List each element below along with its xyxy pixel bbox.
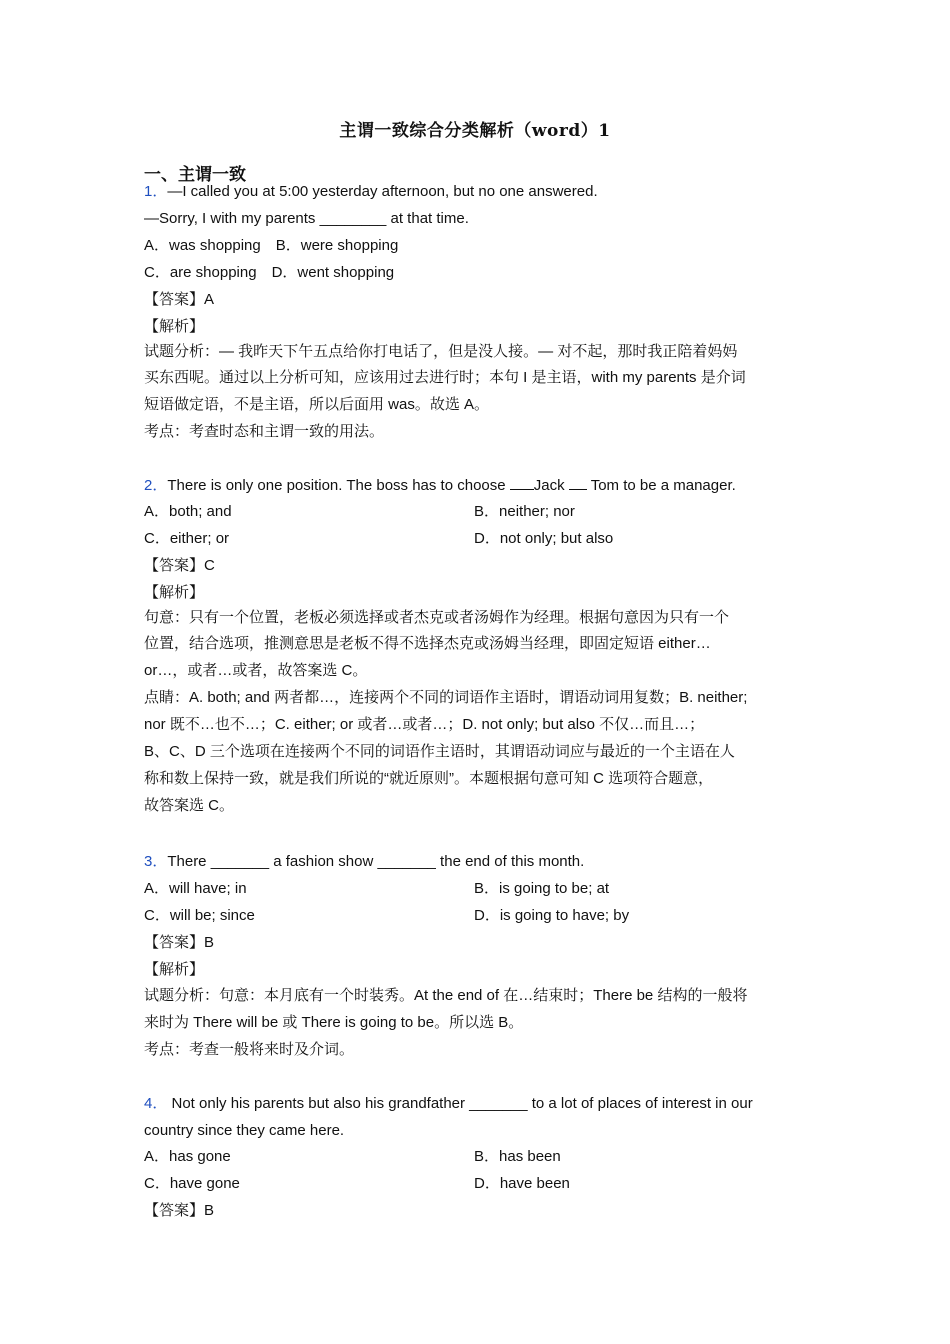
- analysis-text: 试题分析：句意：本月底有一个时装秀。At the end of 在…结束时；There be 结构的一般将: [144, 987, 748, 1004]
- question-text: Tom to be a manager.: [586, 477, 736, 494]
- answer: 【答案】C: [144, 557, 215, 574]
- option-a: A．has gone: [144, 1148, 231, 1165]
- option-d: D．have been: [474, 1175, 570, 1192]
- question-line: country since they came here.: [144, 1122, 345, 1139]
- analysis-text: 考点：考查一般将来时及介词。: [144, 1041, 355, 1058]
- question-3: [144, 852, 584, 872]
- option-d: D．not only; but also: [474, 530, 614, 547]
- option-d: D．is going to have; by: [474, 907, 630, 924]
- analysis-label: 【解析】: [144, 584, 205, 601]
- option-c: C．will be; since: [144, 907, 255, 924]
- analysis-text: 买东西呢。通过以上分析可知，应该用过去进行时；本句 I 是主语，with my parents 是介词: [144, 369, 746, 386]
- option-b: B．is going to be; at: [474, 880, 610, 897]
- analysis-text: 称和数上保持一致，就是我们所说的“就近原则”。本题根据句意可知 C 选项符合题意，: [144, 770, 714, 787]
- analysis-label: 【解析】: [144, 961, 205, 978]
- question-text: Jack: [533, 477, 569, 494]
- analysis-text: nor 既不…也不…；C. either; or 或者…或者…；D. not only; but also 不仅…而且…；: [144, 716, 705, 733]
- question-number: 3．: [144, 853, 168, 870]
- question-text: —I called you at 5:00 yesterday afternoon, but no one answered.: [167, 183, 598, 200]
- question-1: [144, 182, 598, 202]
- question-number: 2．: [144, 477, 168, 494]
- section-heading: 一、主谓一致: [144, 165, 246, 185]
- option-a: A．will have; in: [144, 880, 247, 897]
- option-c: C．either; or: [144, 530, 230, 547]
- option-c: C．have gone: [144, 1175, 240, 1192]
- answer: 【答案】A: [144, 291, 215, 308]
- options-cd: C．are shopping D．went shopping: [144, 264, 395, 281]
- analysis-text: B、C、D 三个选项在连接两个不同的词语作主语时，其谓语动词应与最近的一个主语在人: [144, 743, 735, 760]
- question-4: [144, 1094, 753, 1114]
- question-text: Not only his parents but also his grandfather _______ to a lot of places of interest in our: [167, 1095, 753, 1112]
- analysis-text: 短语做定语，不是主语，所以后面用 was。故选 A。: [144, 396, 490, 413]
- analysis-label: 【解析】: [144, 318, 205, 335]
- analysis-text: 故答案选 C。: [144, 797, 235, 814]
- option-b: B．has been: [474, 1148, 561, 1165]
- question-number: 4．: [144, 1095, 168, 1112]
- answer-blank: [510, 475, 534, 490]
- answer: 【答案】B: [144, 934, 215, 951]
- question-text: There _______ a fashion show _______ the end of this month.: [167, 853, 585, 870]
- option-a: A．both; and: [144, 503, 232, 520]
- question-number: 1．: [144, 183, 168, 200]
- question-2: [144, 475, 736, 496]
- question-text: There is only one position. The boss has to choose: [167, 477, 510, 494]
- answer: 【答案】B: [144, 1202, 215, 1219]
- option-b: B．neither; nor: [474, 503, 575, 520]
- document-title: 主谓一致综合分类解析（word）1: [339, 121, 611, 141]
- options-ab: A．was shopping B．were shopping: [144, 237, 399, 254]
- analysis-text: 来时为 There will be 或 There is going to be。所以选 B。: [144, 1014, 524, 1031]
- question-line: —Sorry, I with my parents ________ at that time.: [144, 210, 469, 227]
- analysis-text: or…，或者…或者，故答案选 C。: [144, 662, 368, 679]
- answer-blank: [569, 475, 587, 490]
- analysis-text: 考点：考查时态和主谓一致的用法。: [144, 423, 385, 440]
- analysis-text: 试题分析：— 我昨天下午五点给你打电话了，但是没人接。— 对不起，那时我正陪着妈妈: [144, 343, 738, 360]
- analysis-text: 位置，结合选项，推测意思是老板不得不选择杰克或汤姆当经理，即固定短语 either…: [144, 635, 711, 652]
- analysis-text: 点睛：A. both; and 两者都…，连接两个不同的词语作主语时，谓语动词用复数；B. neither;: [144, 689, 748, 706]
- analysis-text: 句意：只有一个位置，老板必须选择或者杰克或者汤姆作为经理。根据句意因为只有一个: [144, 609, 730, 626]
